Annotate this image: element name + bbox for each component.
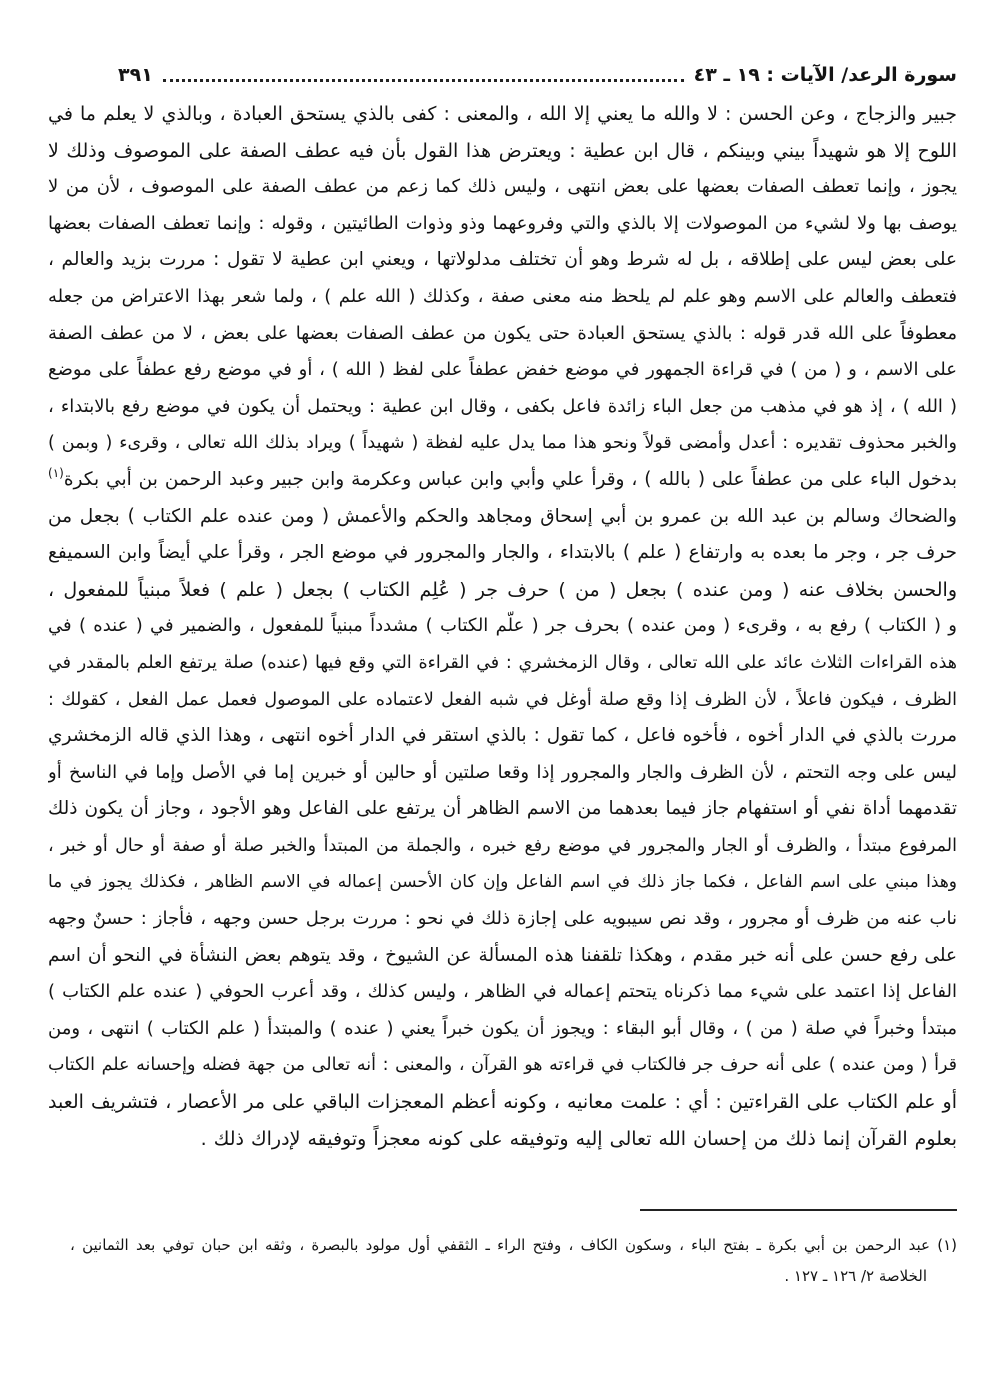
text-line: على بعض ليس على إطلاقه ، بل له شرط وهو أن تختلف مدلولاتها ، ويعني ابن عطية لا تقول : مررت بزيد والعالم ، [48, 249, 957, 271]
text-line: تقدمهما أداة نفي أو استفهام جاز فيما بعدهما من الاسم الظاهر أن يرتفع على الفاعل وهو الأجود ، وجاز أن يكون ذلك [48, 798, 957, 820]
text-line: هذه القراءات الثلاث عائد على الله تعالى ، وقال الزمخشري : في القراءة التي وقع فيها (عنده) صلة يرتفع العلم بالمقدر في [48, 652, 957, 673]
text-line: على الاسم ، و ( من ) في قراءة الجمهور في موضع خفض عطفاً على لفظ ( الله ) ، أو في موضع رفع عطفاً على موضع [48, 359, 957, 381]
text-line: وهذا مبني على اسم الفاعل ، فكما جاز ذلك في اسم الفاعل وإن كان الأحسن إعماله في الاسم الظاهر ، فكذلك يجوز في ما [48, 872, 957, 893]
text-line: المرفوع مبتدأ ، والظرف أو الجار والمجرور في موضع رفع خبره ، والجملة من المبتدأ والخبر صلة أو صفة أو حال أو خبر ، [48, 835, 957, 856]
text-line: جبير والزجاج ، وعن الحسن : لا والله ما يعني إلا الله ، والمعنى : كفى بالذي يستحق العبادة ، وبالذي لا يعلم ما في [48, 103, 957, 125]
text-line: مررت بالذي في الدار أخوه ، فأخوه فاعل ، كما تقول : بالذي استقر في الدار أخوه انتهى ، وهذا الذي قاله الزمخشري [48, 725, 957, 747]
text-line: مبتدأ وخبراً في صلة ( من ) ، وقال أبو البقاء : ويجوز أن يكون خبراً يعني ( عنده ) والمبتدأ ( علم الكتاب ) انتهى ، ومن [48, 1017, 957, 1039]
text-line-last: بعلوم القرآن إنما ذلك من إحسان الله تعالى إليه وتوفيقه على كونه معجزاً وتوفيقه لإدراك ذلك . [200, 1127, 957, 1150]
footnote-line: الخلاصة ٢/ ١٢٦ ـ ١٢٧ . [784, 1267, 927, 1285]
footnote-line: (١) عبد الرحمن بن أبي بكرة ـ بفتح الباء ، وسكون الكاف ، وفتح الراء ـ الثقفي أول مولود بالبصرة ، وثقه ابن حبان توفي بعد الثمانين ، [70, 1236, 957, 1254]
text-line: فتعطف والعالم على الاسم وهو علم لم يلحظ منه معنى صفة ، وكذلك ( الله علم ) ، ولما شعر بهذا الاعتراض من جعله [48, 285, 957, 307]
text-line: ( الله ) ، إذ هو في مذهب من جعل الباء زائدة فاعل بكفى ، وقال ابن عطية : ويحتمل أن يكون في موضع رفع بالابتداء ، [48, 395, 957, 417]
text-line: ليس على وجه التحتم ، لأن الظرف والجار والمجرور إذا وقعا صلتين أو حالين أو خبرين إما في الأصل وإما في الناسخ أو [48, 761, 957, 783]
running-title: سورة الرعد/ الآيات : ١٩ ـ ٤٣ [693, 64, 957, 86]
text-line: الفاعل إذا اعتمد على شيء مما ذكرناه يتحتم إعماله في الظاهر ، وليس كذلك ، وقد أعرب الحوفي ( عنده علم الكتاب ) [48, 981, 957, 1003]
footnotes [70, 1230, 957, 1292]
text-line-content: بدخول الباء على من عطفاً على ( بالله ) ، وقرأ علي وأبي وابن عباس وعكرمة وابن جبير وعبد الرحمن بن أبي بكرة [63, 468, 957, 490]
footnote-separator [640, 1209, 957, 1211]
footnote-marker: (١) [48, 465, 64, 480]
text-line: و ( الكتاب ) رفع به ، وقرىء ( ومن عنده ) بحرف جر ( علّم الكتاب ) مشدداً مبنياً للمفعول ، والضمير في ( عنده ) في [48, 615, 957, 637]
text-line: على رفع حسن على أنه خبر مقدم ، وهكذا تلقفنا هذه المسألة عن الشيوخ ، وقد يتوهم بعض النشأة في النحو أن اسم [48, 944, 957, 966]
text-line: قرأ ( ومن عنده ) على أنه حرف جر فالكتاب في قراءته هو القرآن ، والمعنى : أنه تعالى من جهة فضله وإحسانه علم الكتاب [48, 1055, 957, 1076]
page-number: ٣٩١ [118, 64, 153, 86]
text-line: الظرف ، فيكون فاعلاً ، لأن الظرف إذا وقع صلة أوغل في شبه الفعل لاعتماده على الموصول فعمل عمل الفعل ، كقولك : [48, 689, 957, 710]
body-text [48, 96, 957, 1157]
text-line: والخبر محذوف تقديره : أعدل وأمضى قولاً ونحو هذا مما يدل عليه لفظة ( شهيداً ) ويراد بذلك الله تعالى ، وقرىء ( وبمن ) [48, 433, 957, 454]
text-line: أو علم الكتاب على القراءتين : أي : علمت معانيه ، وكونه أعظم المعجزات الباقي على مر الأعصار ، فتشريف العبد [48, 1091, 957, 1114]
text-line: والضحاك وسالم بن عبد الله بن عمرو بن أبي إسحاق ومجاهد والحكم والأعمش ( ومن عنده علم الكتاب ) بجعل من [48, 505, 957, 527]
text-line-with-footnote [48, 462, 957, 499]
page-header [118, 60, 957, 90]
text-line: اللوح إلا هو شهيداً بيني وبينكم ، قال ابن عطية : ويعترض هذا القول بأن فيه عطف الصفة على الموصوف وذلك لا [48, 139, 957, 162]
text-line: ناب عنه من ظرف أو مجرور ، وقد نص سيبويه على إجازة ذلك في نحو : مررت برجل حسن وجهه ، فأجاز : حسنٌ وجهه [48, 908, 957, 930]
dotted-leader [163, 79, 684, 82]
text-line: والحسن بخلاف عنه ( ومن عنده ) بجعل ( من ) حرف جر ( عُلِم الكتاب ) بجعل ( علم ) فعلاً مبنياً للمفعول ، [48, 578, 957, 601]
text-line: معطوفاً على الله قدر قوله : بالذي يستحق العبادة حتى يكون من عطف الصفات بعضها على بعض ، لا من عطف الصفة [48, 322, 957, 344]
text-line: يجوز ، وإنما تعطف الصفات بعضها على بعض انتهى ، وليس ذلك كما زعم من عطف الصفة على الموصوف ، لأن من لا [48, 176, 957, 198]
text-line: يوصف بها ولا لشيء من الموصولات إلا بالذي والتي وفروعهما وذو وذوات الطائيتين ، وقوله : وإنما تعطف الصفات بعضها [48, 212, 957, 234]
text-line: حرف جر ، وجر ما بعده به وارتفاع ( علم ) بالابتداء ، والجار والمجرور في موضع الجر ، وقرأ علي أيضاً وابن السميفع [48, 542, 957, 564]
